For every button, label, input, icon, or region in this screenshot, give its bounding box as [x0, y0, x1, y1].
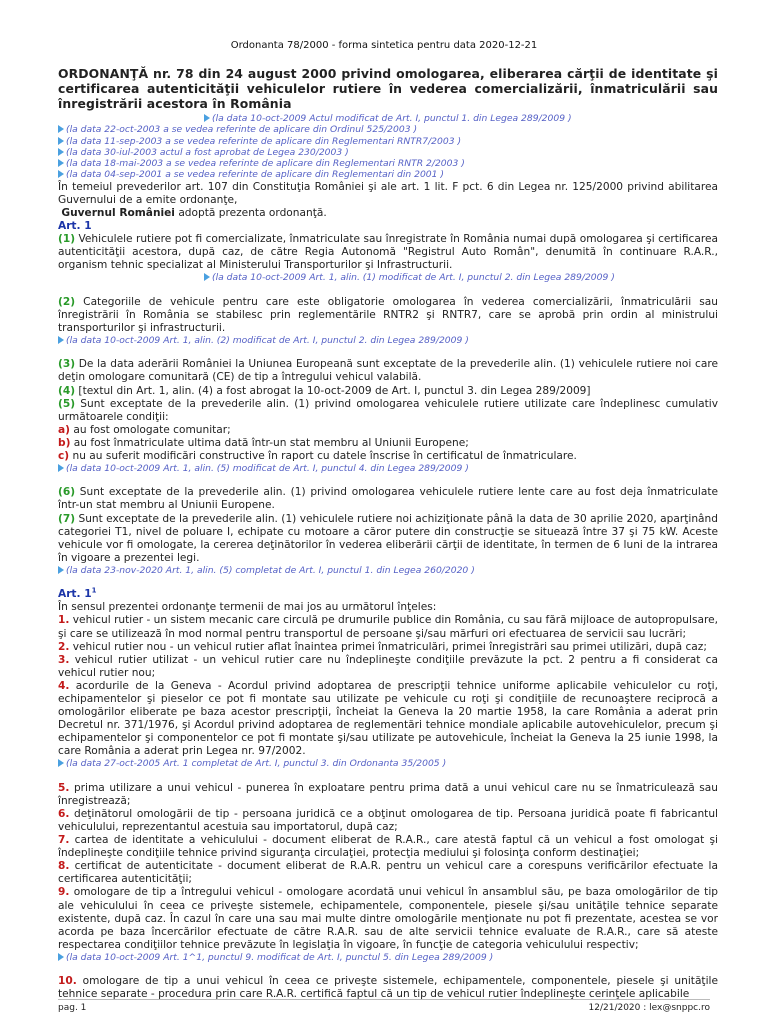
definition-item	[58, 614, 718, 640]
page-number: pag. 1	[58, 1003, 87, 1013]
update-note-link[interactable]: (la data 11-sep-2003 a se vedea referinte de aplicare din Reglementari RNTR7/2003 )	[58, 136, 718, 147]
paragraph-text: Sunt exceptate de la prevederile alin. (1) privind omologarea vehiculele rutiere lente care au fost deja înmatriculate într-un stat membru al Uniunii Europene.	[58, 486, 718, 512]
arrow-icon	[204, 273, 210, 281]
running-header: Ordonanta 78/2000 - forma sintetica pentru data 2020-12-21	[230, 40, 538, 51]
condition-item-text: au fost înmatriculate ultima dată într-un stat membru al Uniunii Europene;	[70, 436, 469, 449]
government-line	[58, 207, 718, 220]
condition-item	[58, 450, 718, 463]
definition-item-text: cartea de identitate a vehiculului - document eliberat de R.A.R., care atestă faptul că un vehicul a fost omologat şi îndeplineşte condiţiile tehnice privind siguranţa circulaţiei, protecţia mediului şi folosinţa conform destinaţiei;	[58, 834, 718, 860]
arrow-icon	[58, 336, 64, 344]
update-note-link[interactable]: (la data 10-oct-2009 Actul modificat de Art. I, punctul 1. din Legea 289/2009 )	[58, 113, 718, 124]
paragraph-text: Sunt exceptate de la prevederile alin. (1) privind omologarea vehiculele rutiere utilizate care îndeplinesc cumulativ următoarele condiţii:	[58, 397, 718, 423]
definition-item	[58, 680, 718, 759]
definition-item-text: vehicul rutier - un sistem mecanic care circulă pe drumurile publice din România, cu sau fără mijloace de autopropulsare, şi care se utilizează în mod normal pentru transportul de persoane şi/sau mărfuri ori efectuarea de servicii sau lucrări;	[58, 614, 718, 640]
art1-paragraph-6	[58, 486, 718, 512]
definitions-intro: În sensul prezentei ordonanţe termenii de mai jos au următorul înţeles:	[58, 601, 437, 614]
condition-list	[58, 424, 718, 463]
definition-item-text: prima utilizare a unui vehicul - punerea în exploatare pentru prima dată a unui vehicul care nu se înmatriculează sau înregistrează;	[58, 781, 718, 807]
definition-number: 3.	[58, 653, 70, 666]
definition-item	[58, 782, 718, 808]
definition-item-text: deţinătorul omologării de tip - persoana juridică ce a obţinut omologarea de tip. Persoana juridică poate fi fabricantul vehiculului, reprezentantul acestuia sau importatorul, după caz;	[58, 807, 718, 834]
document-body	[58, 66, 718, 1001]
condition-item	[58, 437, 718, 450]
arrow-icon	[58, 148, 64, 156]
definition-number: 2.	[58, 640, 70, 653]
art1-paragraph-3	[58, 358, 718, 384]
definition-10	[58, 975, 718, 1001]
update-note-link[interactable]: (la data 10-oct-2009 Art. 1, alin. (1) modificat de Art. I, punctul 2. din Legea 289/2009 )	[58, 272, 718, 283]
title-updates	[58, 113, 718, 181]
art1-paragraph-1	[58, 233, 718, 272]
article-superscript: 1	[91, 586, 97, 595]
update-note-link[interactable]: (la data 23-nov-2020 Art. 1, alin. (5) completat de Art. I, punctul 1. din Legea 260/2020 )	[58, 565, 718, 576]
government-name: Guvernul României	[61, 206, 175, 219]
definitions-list-b	[58, 782, 718, 952]
arrow-icon	[58, 137, 64, 145]
definitions-list-a	[58, 614, 718, 758]
definition-number: 1.	[58, 614, 70, 627]
update-note-link[interactable]: (la data 22-oct-2003 a se vedea referinte de aplicare din Ordinul 525/2003 )	[58, 124, 718, 135]
paragraph-number: (4)	[58, 384, 76, 397]
paragraph-number: (2)	[58, 295, 76, 308]
definition-item	[58, 641, 718, 654]
definition-item-text: vehicul rutier nou - un vehicul rutier aflat înaintea primei înmatriculări, primei înregistrări sau primei utilizări, după caz;	[69, 640, 707, 653]
definition-item-text: omologare de tip a întregului vehicul - omologare acordată unui vehicul în ansamblul său, pe baza omologărilor de tip ale vehiculului în ceea ce priveşte sistemele, echipamentele, componentele, piesele şi/sau unităţile tehnice separate existente, după caz. În cazul în care una sau mai multe dintre omologările menţionate nu pot fi prezentate, acestea se vor acorda pe baza încercărilor efectuate de către R.A.R. sau de alte servicii tehnice evaluate de R.A.R., care să ateste respectarea condiţiilor tehnice prevăzute în legislaţia în vigoare, în funcţie de categoria vehiculului respectiv;	[58, 886, 718, 951]
arrow-icon	[58, 566, 64, 574]
item-letter: c)	[58, 449, 70, 462]
document-title: ORDONANŢĂ nr. 78 din 24 august 2000 privind omologarea, eliberarea cărţii de identitate şi certificarea autenticităţii vehiculelor rutiere în vederea comercializării, înmatriculării sau înregistrării acestora în România	[58, 66, 718, 111]
paragraph-text: Vehiculele rutiere pot fi comercializate, înmatriculate sau înregistrate în România numai după omologarea şi certificarea autenticităţii acestora, după caz, de către Regia Autonomă "Registrul Auto Român", denumită în continuare R.A.R., organism tehnic specializat al Ministerului Transporturilor şi Infrastructurii.	[58, 233, 718, 272]
item-letter: b)	[58, 436, 71, 449]
definition-number: 9.	[58, 886, 70, 899]
update-note-link[interactable]: (la data 10-oct-2009 Art. 1^1, punctul 9. modificat de Art. I, punctul 5. din Legea 289/2009 )	[58, 952, 718, 963]
paragraph-text: De la data aderării României la Uniunea Europeană sunt exceptate de la prevederile alin. (1) vehiculele rutiere noi care deţin omologare comunitară (CE) de tip a întregului vehicul valabilă.	[58, 358, 718, 384]
condition-item-text: nu au suferit modificări constructive în raport cu datele înscrise în certificatul de înmatriculare.	[69, 449, 577, 462]
paragraph-number: (1)	[58, 233, 76, 246]
definition-number: 6.	[58, 807, 70, 820]
item-letter: a)	[58, 423, 70, 436]
definition-text: omologare de tip a unui vehicul în ceea ce priveşte sistemele, echipamentele, componentele, piesele şi unităţile tehnice separate - procedura prin care R.A.R. certifică faptul că un tip de vehicul rutier îndeplineşte cerinţele aplicabile	[58, 975, 718, 1001]
definition-number: 10.	[58, 975, 77, 988]
definition-item	[58, 886, 718, 951]
update-note-link[interactable]: (la data 10-oct-2009 Art. 1, alin. (2) modificat de Art. I, punctul 2. din Legea 289/2009 )	[58, 335, 718, 346]
arrow-icon	[58, 464, 64, 472]
art1-paragraph-7	[58, 513, 718, 565]
definition-number: 7.	[58, 834, 70, 847]
paragraph-number: (7)	[58, 512, 76, 525]
paragraph-number: (6)	[58, 486, 76, 499]
definition-item	[58, 834, 718, 860]
arrow-icon	[58, 953, 64, 961]
footer-divider	[58, 999, 710, 1000]
preamble: În temeiul prevederilor art. 107 din Constituţia României şi ale art. 1 lit. F pct. 6 din Legea nr. 125/2000 privind abilitarea Guvernului de a emite ordonanţe,	[58, 180, 718, 206]
article-1-1-heading: Art. $1^1$	[58, 586, 97, 601]
arrow-icon	[58, 159, 64, 167]
arrow-icon	[204, 114, 210, 122]
paragraph-number: (3)	[58, 358, 76, 371]
art1-paragraph-2	[58, 296, 718, 335]
art1-paragraph-4	[58, 385, 718, 398]
definition-number: 8.	[58, 860, 70, 873]
art1-paragraph-5	[58, 398, 718, 424]
arrow-icon	[58, 170, 64, 178]
footer-date-email: 12/21/2020 : lex@snppc.ro	[588, 1003, 710, 1013]
arrow-icon	[58, 759, 64, 767]
condition-item	[58, 424, 718, 437]
definition-item-text: acordurile de la Geneva - Acordul privind adoptarea de prescripţii tehnice uniforme aplicabile vehiculelor cu roţi, echipamentelor şi pieselor ce pot fi montate sau utilizate pe vehicule cu roţi şi condiţiile de recunoaştere reciprocă a omologărilor eliberate pe baza acestor prescripţii, încheiat la Geneva la 20 martie 1958, la care România a aderat prin Decretul nr. 371/1976, şi Acordul privind adoptarea de reglementări tehnice mondiale aplicabile autovehiculelor, precum şi echipamentelor şi componentelor ce pot fi montate şi/sau utilizate pe autovehicule, încheiat la Geneva la 25 iunie 1998, la care România a aderat prin Legea nr. 97/2002.	[58, 679, 718, 758]
definition-item-text: certificat de autenticitate - document eliberat de R.A.R. pentru un vehicul care a corespuns verificărilor efectuate la certificarea autenticităţii;	[58, 860, 718, 886]
paragraph-text: Sunt exceptate de la prevederile alin. (1) vehiculele rutiere noi achiziţionate până la data de 30 aprilie 2020, aparţinând categoriei T1, nivel de poluare I, echipate cu motoare a căror putere din construcţie se situează între 37 şi 75 kW. Aceste vehicule vor fi omologate, la cererea deţinătorilor în vederea eliberării cărţii de identitate, în termen de 6 luni de la intrarea în vigoare a prezentei legi.	[58, 512, 718, 564]
condition-item-text: au fost omologate comunitar;	[70, 423, 231, 436]
update-note-link[interactable]: (la data 27-oct-2005 Art. 1 completat de Art. I, punctul 3. din Ordonanta 35/2005 )	[58, 758, 718, 769]
government-action: adoptă prezenta ordonanţă.	[174, 206, 327, 219]
update-note-link[interactable]: (la data 10-oct-2009 Art. 1, alin. (5) modificat de Art. I, punctul 4. din Legea 289/2009 )	[58, 463, 718, 474]
definition-item	[58, 860, 718, 886]
article-1-heading: Art. 1	[58, 220, 92, 233]
definition-item	[58, 654, 718, 680]
update-note-link[interactable]: (la data 30-iul-2003 actul a fost aprobat de Legea 230/2003 )	[58, 147, 718, 158]
definition-item	[58, 808, 718, 834]
paragraph-text: [textul din Art. 1, alin. (4) a fost abrogat la 10-oct-2009 de Art. I, punctul 3. din Legea 289/2009]	[75, 384, 591, 397]
definition-number: 4.	[58, 679, 70, 692]
paragraph-text: Categoriile de vehicule pentru care este obligatorie omologarea în vederea comercializării, înmatriculării sau înregistrării în România se stabilesc prin reglementările RNTR2 şi RNTR7, care se aprobă prin ordin al ministrului transporturilor şi infrastructurii.	[58, 295, 718, 334]
paragraph-number: (5)	[58, 397, 76, 410]
definition-item-text: vehicul rutier utilizat - un vehicul rutier care nu îndeplineşte condiţiile prevăzute la pct. 2 pentru a fi considerat ca vehicul rutier nou;	[58, 653, 718, 679]
definition-number: 5.	[58, 781, 70, 794]
arrow-icon	[58, 125, 64, 133]
update-note-link[interactable]: (la data 18-mai-2003 a se vedea referinte de aplicare din Reglementari RNTR 2/2003 )	[58, 158, 718, 169]
update-note-link[interactable]: (la data 04-sep-2001 a se vedea referinte de aplicare din Reglementari din 2001 )	[58, 169, 718, 180]
